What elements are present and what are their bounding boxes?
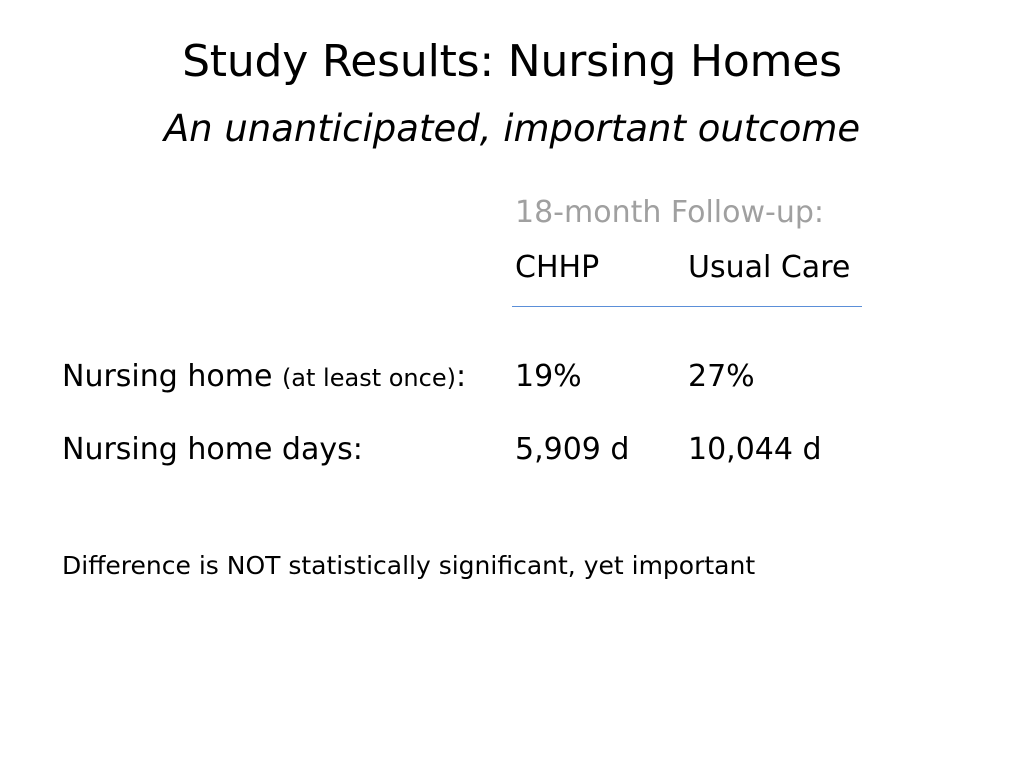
cell-nursing-home-days-usual-care: 10,044 d	[688, 432, 822, 467]
slide-subtitle: An unanticipated, important outcome	[163, 107, 861, 150]
row-label-nursing-home-days: Nursing home days:	[62, 432, 363, 467]
row-label-main: Nursing home	[62, 359, 282, 394]
cell-nursing-home-chhp: 19%	[515, 359, 582, 394]
header-divider	[512, 306, 862, 307]
significance-note: Difference is NOT statistically significant, yet important	[62, 551, 756, 580]
slide-title: Study Results: Nursing Homes	[182, 36, 842, 87]
cell-nursing-home-days-chhp: 5,909 d	[515, 432, 630, 467]
followup-label: 18-month Follow-up:	[515, 195, 824, 230]
cell-nursing-home-usual-care: 27%	[688, 359, 755, 394]
row-label-qualifier: (at least once)	[281, 364, 456, 392]
row-label-nursing-home	[62, 359, 467, 394]
column-header-usual-care: Usual Care	[688, 250, 851, 285]
column-header-chhp: CHHP	[515, 250, 600, 285]
row-label-colon: :	[455, 359, 467, 394]
